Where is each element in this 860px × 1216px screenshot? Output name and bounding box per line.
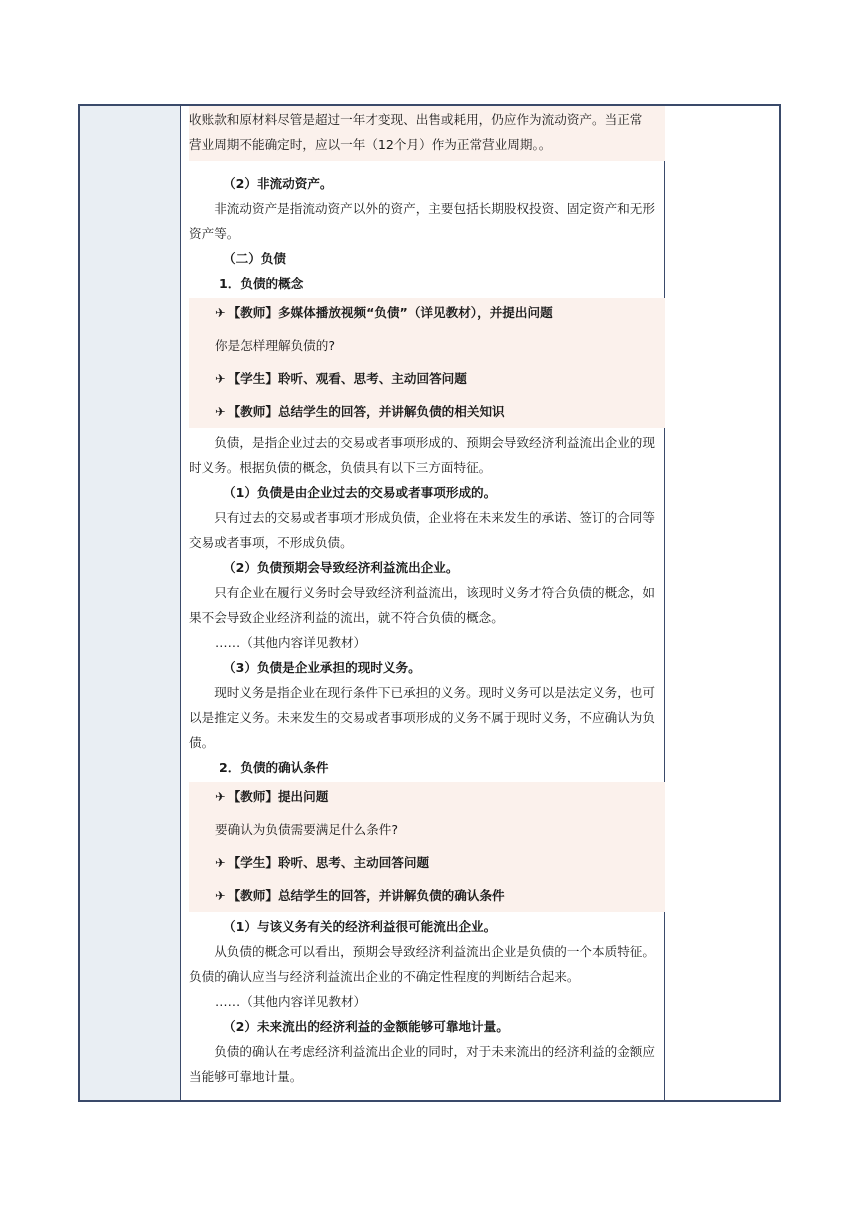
- airplane-icon: ✈: [215, 789, 226, 804]
- sub-heading-concept: 1．负债的概念: [219, 276, 304, 291]
- intro-line-1: 收账款和原材料尽管是超过一年才变现、出售或耗用，仍应作为流动资产。当正常: [189, 112, 643, 127]
- more-content-note-2: ……（其他内容详见教材）: [215, 994, 367, 1009]
- noncurrent-heading: （2）非流动资产。: [223, 176, 333, 191]
- condition-2-text: 负债的确认在考虑经济利益流出企业的同时，对于未来流出的经济利益的金额应当能够可靠地计量。: [189, 1044, 655, 1084]
- airplane-icon: ✈: [215, 888, 226, 903]
- sub-heading-recognition: 2．负债的确认条件: [219, 760, 329, 775]
- airplane-icon: ✈: [215, 855, 226, 870]
- activity-block-1: [189, 298, 665, 428]
- condition-1-text: 从负债的概念可以看出，预期会导致经济利益流出企业是负债的一个本质特征。负债的确认应当与经济利益流出企业的不确定性程度的判断结合起来。: [189, 944, 655, 984]
- airplane-icon: ✈: [215, 404, 226, 419]
- feature-3-text: 现时义务是指企业在现行条件下已承担的义务。现时义务可以是法定义务，也可以是推定义务。未来发生的交易或者事项形成的义务不属于现时义务，不应确认为负债。: [189, 685, 655, 750]
- left-column: [80, 106, 181, 1100]
- activity-block-2: [189, 782, 665, 912]
- teacher-prompt-2: ✈ 【教师】提出问题: [215, 789, 329, 804]
- content-column: [189, 106, 665, 1089]
- feature-1-heading: （1）负债是由企业过去的交易或者事项形成的。: [223, 485, 497, 500]
- teacher-summary-1: ✈ 【教师】总结学生的回答，并讲解负债的相关知识: [215, 404, 505, 419]
- airplane-icon: ✈: [215, 371, 226, 386]
- teacher-summary-2: ✈ 【教师】总结学生的回答，并讲解负债的确认条件: [215, 888, 505, 903]
- feature-1-text: 只有过去的交易或者事项才形成负债，企业将在未来发生的承诺、签订的合同等交易或者事项，不形成负债。: [189, 510, 655, 550]
- intro-shaded-block: [189, 106, 665, 161]
- question-2: 要确认为负债需要满足什么条件?: [215, 822, 398, 837]
- condition-1-heading: （1）与该义务有关的经济利益很可能流出企业。: [223, 919, 497, 934]
- feature-2-text: 只有企业在履行义务时会导致经济利益流出，该现时义务才符合负债的概念，如果不会导致企业经济利益的流出，就不符合负债的概念。: [189, 585, 655, 625]
- more-content-note-1: ……（其他内容详见教材）: [215, 635, 367, 650]
- section-heading-liabilities: （二）负债: [223, 251, 286, 266]
- feature-2-heading: （2）负债预期会导致经济利益流出企业。: [223, 560, 459, 575]
- teacher-prompt-1: ✈ 【教师】多媒体播放视频“负债”（详见教材），并提出问题: [215, 305, 553, 320]
- feature-3-heading: （3）负债是企业承担的现时义务。: [223, 660, 421, 675]
- right-column: [664, 106, 779, 1100]
- intro-line-2: 营业周期不能确定时，应以一年（12个月）作为正常营业周期。。: [189, 137, 552, 152]
- liability-definition: 负债，是指企业过去的交易或者事项形成的、预期会导致经济利益流出企业的现时义务。根据负债的概念，负债具有以下三方面特征。: [189, 435, 655, 475]
- airplane-icon: ✈: [215, 305, 226, 320]
- condition-2-heading: （2）未来流出的经济利益的金额能够可靠地计量。: [223, 1019, 509, 1034]
- student-response-1: ✈ 【学生】聆听、观看、思考、主动回答问题: [215, 371, 467, 386]
- lesson-table: [78, 104, 781, 1102]
- noncurrent-text: 非流动资产是指流动资产以外的资产，主要包括长期股权投资、固定资产和无形资产等。: [189, 201, 655, 241]
- question-1: 你是怎样理解负债的?: [215, 338, 336, 353]
- student-response-2: ✈ 【学生】聆听、思考、主动回答问题: [215, 855, 430, 870]
